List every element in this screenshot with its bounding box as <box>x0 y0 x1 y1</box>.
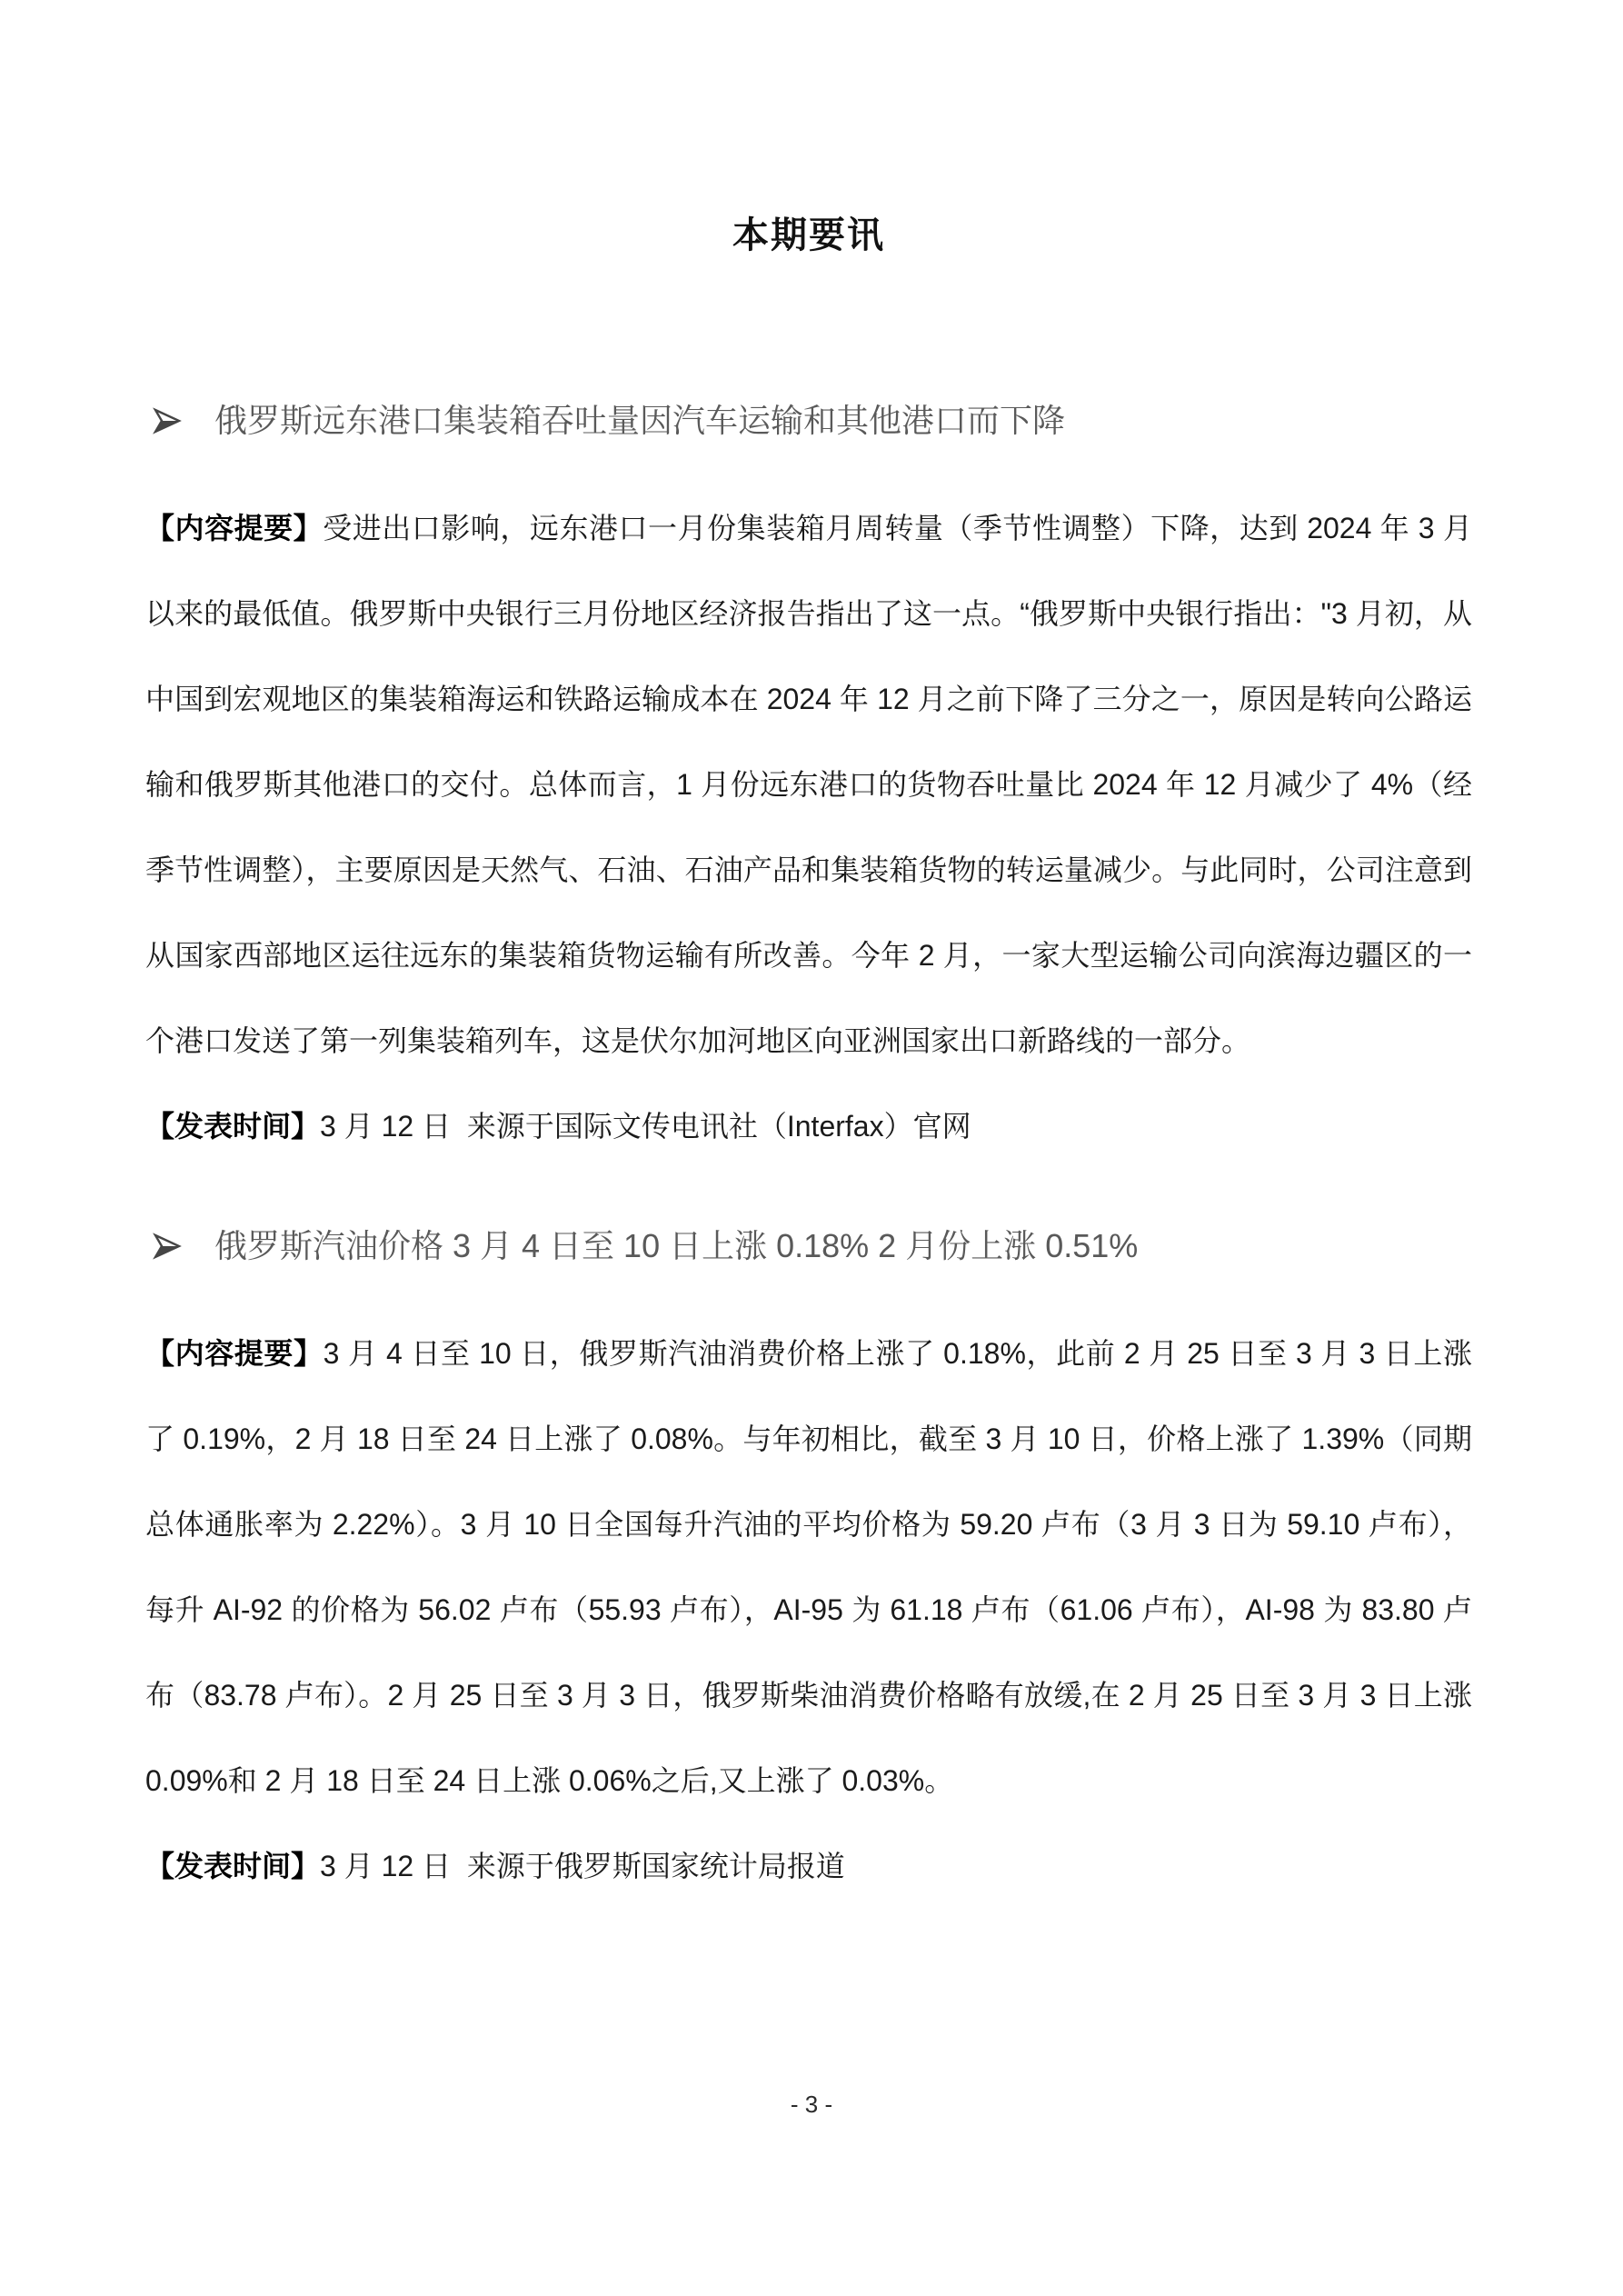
section-2-published-text: 3 月 12 日 来源于俄罗斯国家统计局报道 <box>320 1850 845 1882</box>
section-1-summary <box>145 485 1472 1083</box>
section-2-heading-row <box>145 1223 1472 1269</box>
section-1-heading-row <box>145 398 1472 444</box>
section-1-published-text: 3 月 12 日 来源于国际文传电讯社（Interfax）官网 <box>320 1110 971 1143</box>
section-2-summary-text: 3 月 4 日至 10 日，俄罗斯汽油消费价格上涨了 0.18%，此前 2 月 25 日至 3 月 3 日上涨了 0.19%，2 月 18 日至 24 日上涨了 0.08%。与年初相比，截至 3 月 10 日，价格上涨了 1.39%（同期总体通胀率为 2.22%）。3 月 10 日全国每升汽油的平均价格为 59.20 卢布（3 月 3 日为 59.10 卢布），每升 AI-92 的价格为 56.02 卢布（55.93 卢布），AI-95 为 61.18 卢布（61.06 卢布），AI-98 为 83.80 卢布（83.78 卢布）。2 月 25 日至 3 月 3 日，俄罗斯柴油消费价格略有放缓,在 2 月 25 日至 3 月 3 日上涨 0.09%和 2 月 18 日至 24 日上涨 0.06%之后,又上涨了 0.03%。 <box>145 1337 1472 1797</box>
section-1-summary-label: 【内容提要】 <box>145 512 324 544</box>
section-2-heading: 俄罗斯汽油价格 3 月 4 日至 10 日上涨 0.18% 2 月份上涨 0.51% <box>214 1227 1139 1264</box>
section-1-published-label: 【发表时间】 <box>145 1110 321 1143</box>
section-1-heading: 俄罗斯远东港口集装箱吞吐量因汽车运输和其他港口而下降 <box>214 402 1066 439</box>
news-section-2 <box>145 1223 1472 1909</box>
page-title: 本期要讯 <box>732 215 885 255</box>
section-2-summary <box>145 1311 1472 1823</box>
section-2-summary-label: 【内容提要】 <box>145 1337 324 1370</box>
section-1-published-line <box>145 1083 1472 1169</box>
section-2-published-label: 【发表时间】 <box>145 1850 321 1882</box>
page-number: - 3 - <box>790 2091 833 2118</box>
news-section-1 <box>145 398 1472 1169</box>
arrow-bullet-icon <box>153 406 182 435</box>
arrow-bullet-icon <box>153 1232 182 1261</box>
section-1-summary-text: 受进出口影响，远东港口一月份集装箱月周转量（季节性调整）下降，达到 2024 年 3 月以来的最低值。俄罗斯中央银行三月份地区经济报告指出了这一点。“俄罗斯中央银行指出："3 月初，从中国到宏观地区的集装箱海运和铁路运输成本在 2024 年 12 月之前下降了三分之一，原因是转向公路运输和俄罗斯其他港口的交付。总体而言，1 月份远东港口的货物吞吐量比 2024 年 12 月减少了 4%（经季节性调整），主要原因是天然气、石油、石油产品和集装箱货物的转运量减少。与此同时，公司注意到从国家西部地区运往远东的集装箱货物运输有所改善。今年 2 月，一家大型运输公司向滨海边疆区的一个港口发送了第一列集装箱列车，这是伏尔加河地区向亚洲国家出口新路线的一部分。 <box>145 512 1472 1057</box>
section-2-published-line <box>145 1823 1472 1909</box>
